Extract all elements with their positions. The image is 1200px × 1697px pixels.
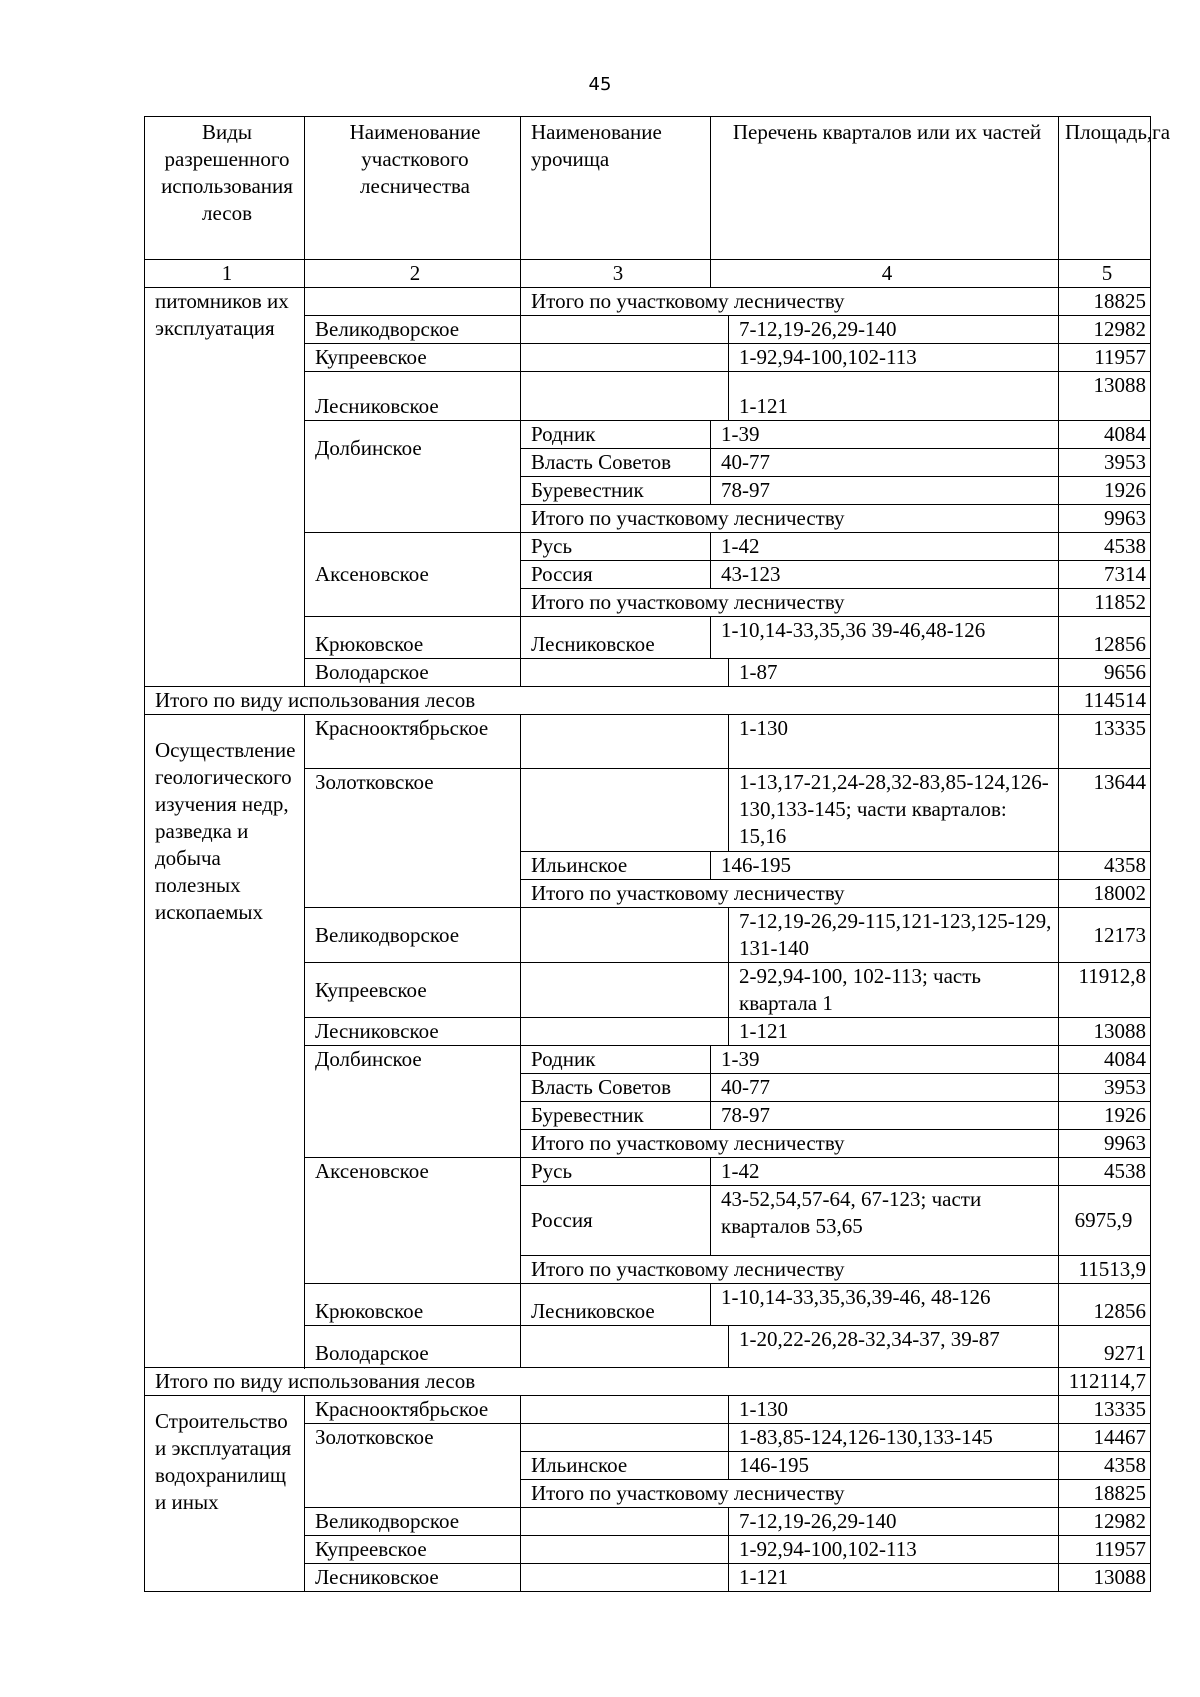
quarters-cell: 78-97	[711, 1102, 1059, 1130]
subtotal-label: Итого по участковому лесничеству	[521, 589, 1059, 617]
area-cell: 11912,8	[1059, 963, 1151, 1018]
quarters-cell: 40-77	[711, 1074, 1059, 1102]
quarters-cell: 1-130	[729, 1396, 1059, 1424]
district-cell: Крюковское	[305, 1284, 521, 1326]
area-cell: 12856	[1059, 1284, 1151, 1326]
subtotal-label: Итого по участковому лесничеству	[521, 1130, 1059, 1158]
subtotal-label: Итого по участковому лесничеству	[521, 505, 1059, 533]
quarters-cell: 1-13,17-21,24-28,32-83,85-124,126-130,133-145; части кварталов: 15,16	[729, 769, 1059, 852]
section-total-label: Итого по виду использования лесов	[145, 687, 1059, 715]
district-cell: Володарское	[305, 1326, 521, 1368]
area-cell: 1926	[1059, 477, 1151, 505]
quarters-cell: 1-39	[711, 421, 1059, 449]
subtotal-label: Итого по участковому лесничеству	[521, 288, 1059, 316]
area-cell: 13088	[1059, 1018, 1151, 1046]
tract-cell: Лесниковское	[521, 617, 711, 659]
area-cell: 4358	[1059, 852, 1151, 880]
district-cell: Долбинское	[305, 1046, 521, 1158]
area-cell: 13335	[1059, 1396, 1151, 1424]
tract-cell: Русь	[521, 533, 711, 561]
tract-cell: Ильинское	[521, 852, 711, 880]
tract-cell: Власть Советов	[521, 1074, 711, 1102]
quarters-cell: 7-12,19-26,29-140	[729, 1508, 1059, 1536]
area-cell: 13335	[1059, 715, 1151, 769]
section-total-row	[145, 687, 1151, 715]
quarters-cell: 2-92,94-100, 102-113; часть квартала 1	[729, 963, 1059, 1018]
area-cell: 112114,7	[1059, 1368, 1151, 1396]
district-cell: Лесниковское	[305, 372, 521, 421]
area-cell: 12856	[1059, 617, 1151, 659]
area-cell: 4538	[1059, 533, 1151, 561]
quarters-cell: 43-52,54,57-64, 67-123; части кварталов 53,65	[711, 1186, 1059, 1256]
table-row	[145, 715, 1151, 769]
tract-cell: Буревестник	[521, 477, 711, 505]
area-cell: 18825	[1059, 1480, 1151, 1508]
col-number: 2	[305, 260, 521, 288]
area-cell: 4084	[1059, 421, 1151, 449]
tract-cell: Россия	[521, 561, 711, 589]
district-cell: Володарское	[305, 659, 521, 687]
area-cell: 4358	[1059, 1452, 1151, 1480]
area-cell: 4084	[1059, 1046, 1151, 1074]
use-type-cell: Строительство и эксплуатация водохранилищ и иных	[145, 1396, 305, 1592]
area-cell: 18002	[1059, 880, 1151, 908]
quarters-cell: 1-87	[729, 659, 1059, 687]
area-cell: 7314	[1059, 561, 1151, 589]
quarters-cell: 7-12,19-26,29-140	[729, 316, 1059, 344]
use-type-cell: питомников их эксплуатация	[145, 288, 305, 687]
district-cell: Золотковское	[305, 769, 521, 908]
tract-cell: Россия	[521, 1186, 711, 1256]
subtotal-label: Итого по участковому лесничеству	[521, 1256, 1059, 1284]
column-numbers-row	[145, 260, 1151, 288]
col-number: 5	[1059, 260, 1151, 288]
district-cell: Купреевское	[305, 1536, 521, 1564]
quarters-cell: 1-20,22-26,28-32,34-37, 39-87	[729, 1326, 1059, 1368]
area-cell: 11957	[1059, 344, 1151, 372]
area-cell: 3953	[1059, 449, 1151, 477]
area-cell: 14467	[1059, 1424, 1151, 1452]
header-col5: Площадь,га	[1059, 117, 1151, 260]
district-cell: Лесниковское	[305, 1018, 521, 1046]
area-cell: 11513,9	[1059, 1256, 1151, 1284]
district-cell: Купреевское	[305, 344, 521, 372]
tract-cell: Русь	[521, 1158, 711, 1186]
quarters-cell: 7-12,19-26,29-115,121-123,125-129, 131-140	[729, 908, 1059, 963]
quarters-cell: 1-121	[729, 372, 1059, 421]
table-row	[145, 288, 1151, 316]
quarters-cell: 146-195	[729, 1452, 1059, 1480]
district-cell: Краснооктябрьское	[305, 715, 521, 769]
district-cell: Аксеновское	[305, 1158, 521, 1284]
district-cell: Золотковское	[305, 1424, 521, 1508]
quarters-cell: 1-92,94-100,102-113	[729, 1536, 1059, 1564]
area-cell: 9963	[1059, 505, 1151, 533]
tract-cell: Буревестник	[521, 1102, 711, 1130]
area-cell: 11957	[1059, 1536, 1151, 1564]
area-cell: 12982	[1059, 316, 1151, 344]
subtotal-label: Итого по участковому лесничеству	[521, 1480, 1059, 1508]
forest-use-table	[144, 116, 1171, 1592]
area-cell: 12173	[1059, 908, 1151, 963]
district-cell: Краснооктябрьское	[305, 1396, 521, 1424]
quarters-cell: 1-130	[729, 715, 1059, 769]
section-total-label: Итого по виду использования лесов	[145, 1368, 1059, 1396]
district-cell: Лесниковское	[305, 1564, 521, 1592]
area-cell: 9656	[1059, 659, 1151, 687]
district-cell: Великодворское	[305, 908, 521, 963]
tract-cell: Родник	[521, 1046, 711, 1074]
quarters-cell: 40-77	[711, 449, 1059, 477]
tract-cell: Родник	[521, 421, 711, 449]
district-cell: Аксеновское	[305, 533, 521, 617]
header-col1: Виды разрешенного использования лесов	[145, 117, 305, 260]
area-cell: 12982	[1059, 1508, 1151, 1536]
area-cell: 9963	[1059, 1130, 1151, 1158]
area-cell: 114514	[1059, 687, 1151, 715]
quarters-cell: 1-121	[729, 1018, 1059, 1046]
section-total-row	[145, 1368, 1151, 1396]
tract-cell: Ильинское	[521, 1452, 729, 1480]
table-row	[145, 1396, 1151, 1424]
quarters-cell: 1-10,14-33,35,36,39-46, 48-126	[711, 1284, 1059, 1326]
use-type-cell: Осуществление геологического изучения недр, разведка и добыча полезных ископаемых	[145, 715, 305, 1368]
quarters-cell: 146-195	[711, 852, 1059, 880]
quarters-cell: 1-42	[711, 533, 1059, 561]
quarters-cell: 1-83,85-124,126-130,133-145	[729, 1424, 1059, 1452]
area-cell: 13644	[1059, 769, 1151, 852]
header-col2: Наименование участкового лесничества	[305, 117, 521, 260]
area-cell: 6975,9	[1059, 1186, 1151, 1256]
area-cell: 4538	[1059, 1158, 1151, 1186]
tract-cell: Власть Советов	[521, 449, 711, 477]
area-cell: 13088	[1059, 1564, 1151, 1592]
quarters-cell: 1-121	[729, 1564, 1059, 1592]
district-cell: Великодворское	[305, 1508, 521, 1536]
quarters-cell: 1-92,94-100,102-113	[729, 344, 1059, 372]
quarters-cell: 78-97	[711, 477, 1059, 505]
header-col3: Наименование урочища	[521, 117, 711, 260]
district-cell: Крюковское	[305, 617, 521, 659]
page-number: 45	[588, 74, 612, 95]
area-cell: 3953	[1059, 1074, 1151, 1102]
col-number: 1	[145, 260, 305, 288]
quarters-cell: 1-42	[711, 1158, 1059, 1186]
area-cell: 18825	[1059, 288, 1151, 316]
area-cell: 1926	[1059, 1102, 1151, 1130]
tract-cell: Лесниковское	[521, 1284, 711, 1326]
quarters-cell: 1-39	[711, 1046, 1059, 1074]
area-cell: 11852	[1059, 589, 1151, 617]
area-cell: 13088	[1059, 372, 1151, 421]
header-row	[145, 117, 1151, 260]
district-cell: Купреевское	[305, 963, 521, 1018]
header-col4: Перечень кварталов или их частей	[711, 117, 1059, 260]
quarters-cell: 1-10,14-33,35,36 39-46,48-126	[711, 617, 1059, 659]
quarters-cell: 43-123	[711, 561, 1059, 589]
col-number: 4	[711, 260, 1059, 288]
col-number: 3	[521, 260, 711, 288]
district-cell: Великодворское	[305, 316, 521, 344]
district-cell: Долбинское	[305, 421, 521, 533]
area-cell: 9271	[1059, 1326, 1151, 1368]
subtotal-label: Итого по участковому лесничеству	[521, 880, 1059, 908]
